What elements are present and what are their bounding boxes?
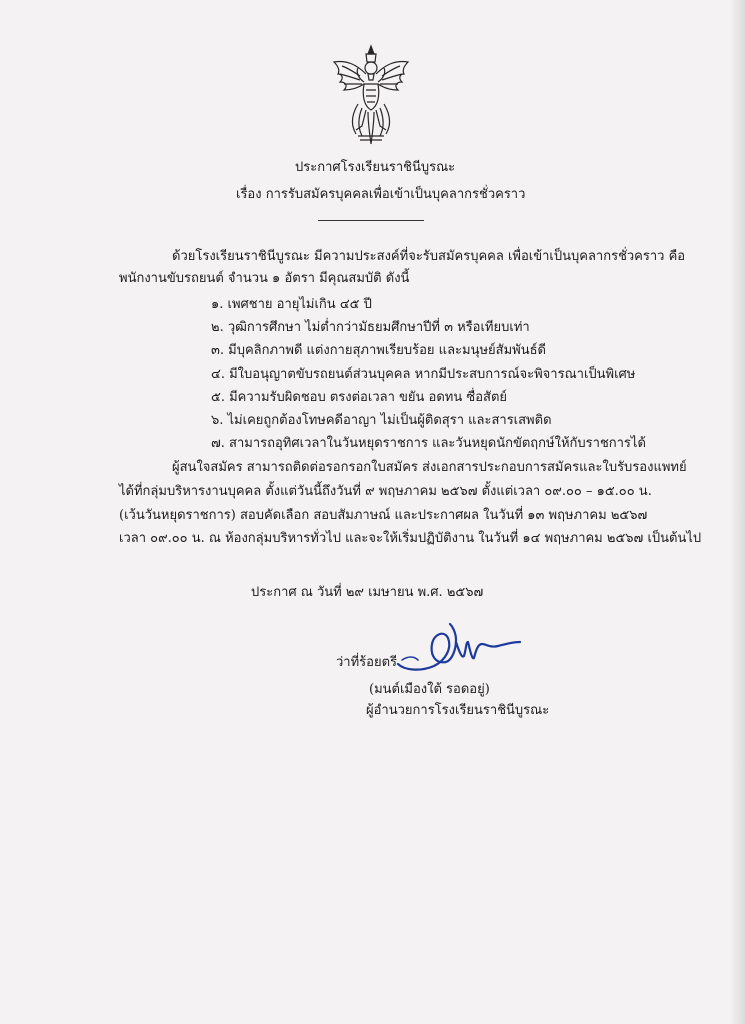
announcement-title: ประกาศโรงเรียนราชินีบูรณะ bbox=[295, 160, 456, 175]
announcement-date: ประกาศ ณ วันที่ ๒๙ เมษายน พ.ศ. ๒๕๖๗ bbox=[251, 585, 484, 600]
paper-edge-shadow bbox=[731, 0, 745, 1024]
application-paragraph-line-4: เวลา ๐๙.๐๐ น. ณ ห้องกลุ่มบริหารทั่วไป และจะให้เริ่มปฏิบัติงาน ในวันที่ ๑๔ พฤษภาคม ๒๕๖๗ เป็นต้นไป bbox=[119, 531, 702, 546]
qualification-item: ๕. มีความรับผิดชอบ ตรงต่อเวลา ขยัน อดทน ซื่อสัตย์ bbox=[211, 390, 507, 405]
application-paragraph-line-1: ผู้สนใจสมัคร สามารถติดต่อรอกรอกใบสมัคร ส่งเอกสารประกอบการสมัครและใบรับรองแพทย์ bbox=[172, 460, 687, 475]
announcement-subject: เรื่อง การรับสมัครบุคคลเพื่อเข้าเป็นบุคลากรชั่วคราว bbox=[236, 187, 526, 202]
application-paragraph-line-3: (เว้นวันหยุดราชการ) สอบคัดเลือก สอบสัมภาษณ์ และประกาศผล ในวันที่ ๑๓ พฤษภาคม ๒๕๖๗ bbox=[119, 508, 648, 523]
qualification-item: ๓. มีบุคลิกภาพดี แต่งกายสุภาพเรียบร้อย และมนุษย์สัมพันธ์ดี bbox=[211, 343, 546, 358]
qualification-item: ๑. เพศชาย อายุไม่เกิน ๔๕ ปี bbox=[211, 297, 372, 312]
signer-rank: ว่าที่ร้อยตรี bbox=[336, 655, 398, 670]
qualification-item: ๔. มีใบอนุญาตขับรถยนต์ส่วนบุคคล หากมีประสบการณ์จะพิจารณาเป็นพิเศษ bbox=[211, 367, 636, 382]
qualification-item: ๗. สามารถอุทิศเวลาในวันหยุดราชการ และวันหยุดนักขัตฤกษ์ให้กับราชการได้ bbox=[211, 436, 646, 451]
signer-position: ผู้อำนวยการโรงเรียนราชินีบูรณะ bbox=[366, 703, 550, 718]
signer-name: (มนต์เมืองใต้ รอดอยู่) bbox=[369, 682, 490, 697]
garuda-emblem-icon bbox=[328, 44, 414, 148]
application-paragraph-line-2: ได้ที่กลุ่มบริหารงานบุคคล ตั้งแต่วันนี้ถึงวันที่ ๙ พฤษภาคม ๒๕๖๗ ตั้งแต่เวลา ๐๙.๐๐ – ๑๕.๐๐ น. bbox=[119, 484, 652, 499]
qualification-item: ๒. วุฒิการศึกษา ไม่ต่ำกว่ามัธยมศึกษาปีที่ ๓ หรือเทียบเท่า bbox=[211, 320, 530, 335]
signature-icon bbox=[394, 620, 524, 680]
intro-paragraph-line-2: พนักงานขับรถยนต์ จำนวน ๑ อัตรา มีคุณสมบัติ ดังนี้ bbox=[119, 271, 410, 286]
qualification-item: ๖. ไม่เคยถูกต้องโทษคดีอาญา ไม่เป็นผู้ติดสุรา และสารเสพติด bbox=[211, 413, 552, 428]
title-divider bbox=[318, 220, 424, 221]
intro-paragraph-line-1: ด้วยโรงเรียนราชินีบูรณะ มีความประสงค์ที่จะรับสมัครบุคคล เพื่อเข้าเป็นบุคลากรชั่วคราว คือ bbox=[172, 249, 686, 264]
